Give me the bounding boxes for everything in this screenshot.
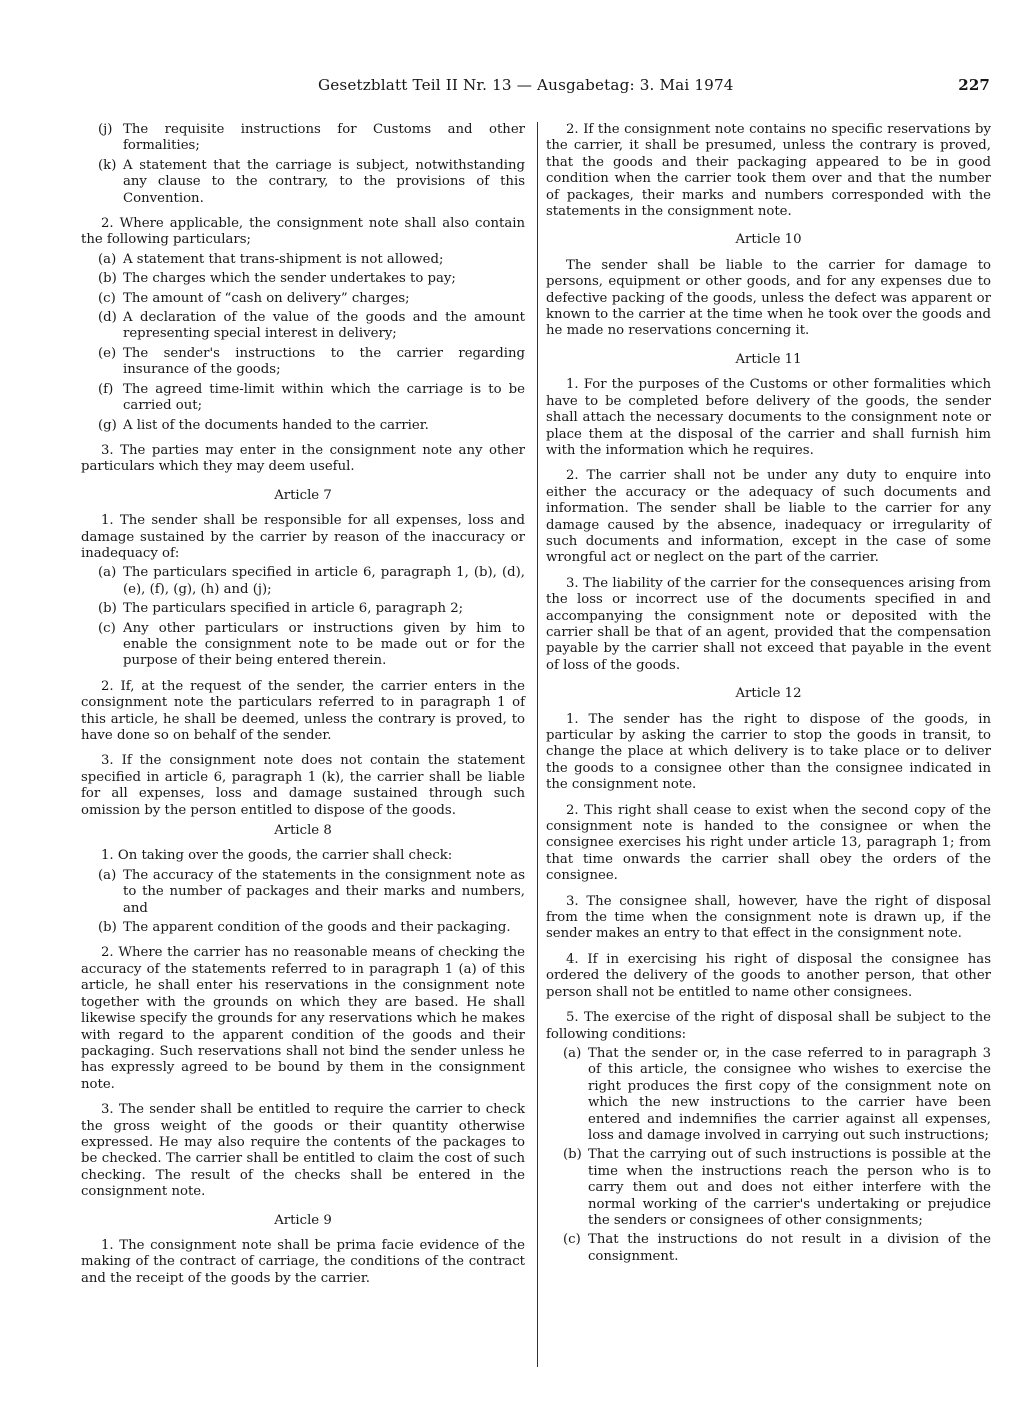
paragraph: 3. The sender shall be entitled to require the carrier to check the gross weight of the goods or their quantity otherwise expressed. He may also require the contents of the packages to be checked. The carrier shall be entitled to claim the cost of such checking. The result of the checks shall be entered in the consignment note. xyxy=(81,1102,525,1200)
list-item xyxy=(81,346,525,379)
item-text: The apparent condition of the goods and their packaging. xyxy=(123,920,511,936)
list-item xyxy=(81,271,525,287)
list-item xyxy=(81,382,525,415)
item-label: (e) xyxy=(98,345,117,361)
list-item xyxy=(81,920,525,936)
article-heading: Article 12 xyxy=(735,686,802,702)
list-item xyxy=(546,1046,991,1144)
item-label: (a) xyxy=(98,867,117,883)
left-column xyxy=(81,122,525,1287)
paragraph: 1. The consignment note shall be prima facie evidence of the making of the contract of carriage, the conditions of the contract and the receipt of the goods by the carrier. xyxy=(81,1237,525,1286)
paragraph: 2. Where the carrier has no reasonable means of checking the accuracy of the statements referred to in paragraph 1 (a) of this article, he shall enter his reservations in the consignment note together with the grounds on which they are based. He shall likewise specify the grounds for any reservations which he makes with regard to the apparent condition of the goods and their packaging. Such reservations shall not bind the sender unless he has expressly agreed to be bound by them in the consignment note. xyxy=(81,945,525,1092)
item-text: The sender's instructions to the carrier regarding insurance of the goods; xyxy=(123,345,525,378)
column-divider xyxy=(537,122,538,1367)
item-text: The requisite instructions for Customs and other formalities; xyxy=(123,122,525,154)
paragraph: 1. The sender has the right to dispose of the goods, in particular by asking the carrier to stop the goods in transit, to change the place at which delivery is to take place or to deliver the goods to a consignee other than the consignee indicated in the consignment note. xyxy=(546,711,991,793)
paragraph: 3. The consignee shall, however, have the right of disposal from the time when the consignment note is drawn up, if the sender makes an entry to that effect in the consignment note. xyxy=(546,893,991,942)
item-text: That the sender or, in the case referred to in paragraph 3 of this article, the consignee who wishes to exercise the right produces the first copy of the consignment note on which the new instructions to the carrier have been entered and indemnifies the carrier against all expenses, loss and damage involved in carrying out such instructions; xyxy=(588,1045,991,1143)
list-item xyxy=(81,601,525,617)
list-item xyxy=(546,1232,991,1265)
item-text: A statement that trans-shipment is not allowed; xyxy=(123,251,444,267)
item-label: (k) xyxy=(98,157,117,173)
paragraph: 2. If, at the request of the sender, the carrier enters in the consignment note the particulars referred to in paragraph 1 of this article, he shall be deemed, unless the contrary is proved, to have done so on behalf of the sender. xyxy=(81,678,525,743)
item-label: (a) xyxy=(563,1045,582,1061)
article-heading: Article 10 xyxy=(735,232,802,248)
page-number: 227 xyxy=(958,76,990,94)
item-label: (a) xyxy=(98,565,117,581)
item-text: That the instructions do not result in a division of the consignment. xyxy=(588,1232,991,1264)
item-label: (c) xyxy=(563,1232,581,1248)
list-item xyxy=(81,310,525,343)
paragraph: 3. The parties may enter in the consignment note any other particulars which they may deem useful. xyxy=(81,442,525,475)
paragraph: 1. The sender shall be responsible for all expenses, loss and damage sustained by the carrier by reason of the inaccuracy or inadequacy of: xyxy=(81,513,525,561)
item-label: (b) xyxy=(563,1147,582,1163)
item-label: (b) xyxy=(98,920,117,936)
item-label: (g) xyxy=(98,417,117,433)
paragraph: 2. This right shall cease to exist when the second copy of the consignment note is handed to the consignee or when the consignee exercises his right under article 13, paragraph 1; from that time onwards the carrier shall obey the orders of the consignee. xyxy=(546,802,991,884)
item-label: (c) xyxy=(98,290,116,306)
item-text: Any other particulars or instructions given by him to enable the consignment note to be made out or for the purpose of their being entered therein. xyxy=(123,620,525,669)
article-heading: Article 7 xyxy=(274,487,332,503)
list-item xyxy=(81,621,525,670)
item-text: A statement that the carriage is subject, notwithstanding any clause to the contrary, to the provisions of this Convention. xyxy=(123,157,525,206)
item-text: The accuracy of the statements in the consignment note as to the number of packages and their marks and numbers, and xyxy=(123,867,525,916)
item-label: (a) xyxy=(98,251,117,267)
item-text: A declaration of the value of the goods and the amount representing special interest in delivery; xyxy=(123,310,525,342)
item-text: A list of the documents handed to the carrier. xyxy=(123,417,429,433)
item-text: That the carrying out of such instructions is possible at the time when the instructions reach the person who is to carry them out and does not either interfere with the normal working of the carrier's undertaking or prejudice the senders or consignees of other consignments; xyxy=(588,1147,991,1228)
paragraph: 3. If the consignment note does not contain the statement specified in article 6, paragraph 1 (k), the carrier shall be liable for all expenses, loss and damage sustained through such omission by the person entitled to dispose of the goods. xyxy=(81,753,525,818)
paragraph: The sender shall be liable to the carrier for damage to persons, equipment or other goods, and for any expenses due to defective packing of the goods, unless the defect was apparent or known to the carrier at the time when he took over the goods and he made no reservations concerning it. xyxy=(546,257,991,339)
paragraph: 1. For the purposes of the Customs or other formalities which have to be completed before delivery of the goods, the sender shall attach the necessary documents to the consignment note or place them at the disposal of the carrier and shall furnish him with the information which he requires. xyxy=(546,377,991,458)
list-item xyxy=(546,1147,991,1229)
item-text: The agreed time-limit within which the carriage is to be carried out; xyxy=(123,381,525,414)
item-text: The particulars specified in article 6, paragraph 2; xyxy=(123,601,464,617)
list-item xyxy=(81,868,525,917)
item-text: The amount of “cash on delivery” charges; xyxy=(123,290,410,306)
right-column xyxy=(546,122,991,1265)
paragraph: 3. The liability of the carrier for the consequences arising from the loss or incorrect use of the documents specified in and accompanying the consignment note or deposited with the carrier shall be that of an agent, provided that the compensation payable by the carrier shall not exceed that payable in the event of loss of the goods. xyxy=(546,575,991,673)
item-label: (f) xyxy=(98,381,114,397)
paragraph: 5. The exercise of the right of disposal shall be subject to the following conditions: xyxy=(546,1010,991,1042)
list-item xyxy=(81,122,525,155)
item-label: (c) xyxy=(98,620,116,636)
paragraph: 4. If in exercising his right of disposal the consignee has ordered the delivery of the goods to another person, that other person shall not be entitled to name other consignees. xyxy=(546,951,991,1000)
paragraph: 1. On taking over the goods, the carrier shall check: xyxy=(101,848,453,864)
paragraph: 2. The carrier shall not be under any duty to enquire into either the accuracy or the adequacy of such documents and information. The sender shall be liable to the carrier for any damage caused by the absence, inadequacy or irregularity of such documents and information, except in the case of some wrongful act or neglect on the part of the carrier. xyxy=(546,468,991,566)
list-item xyxy=(81,291,525,307)
article-heading: Article 9 xyxy=(274,1212,332,1228)
item-label: (b) xyxy=(98,271,117,287)
article-heading: Article 8 xyxy=(274,823,332,839)
item-label: (j) xyxy=(98,122,113,137)
list-item xyxy=(81,418,525,434)
paragraph: 2. Where applicable, the consignment note shall also contain the following particulars; xyxy=(81,216,525,248)
article-heading: Article 11 xyxy=(735,351,802,367)
item-text: The charges which the sender undertakes to pay; xyxy=(123,271,456,287)
paragraph: 2. If the consignment note contains no specific reservations by the carrier, it shall be presumed, unless the contrary is proved, that the goods and their packaging appeared to be in good condition when the carrier took them over and that the number of packages, their marks and numbers corresponded with the statements in the consignment note. xyxy=(546,122,991,220)
item-text: The particulars specified in article 6, paragraph 1, (b), (d), (e), (f), (g), (h) and (j); xyxy=(123,565,525,597)
list-item xyxy=(81,252,525,268)
item-label: (d) xyxy=(98,310,117,326)
list-item xyxy=(81,158,525,207)
item-label: (b) xyxy=(98,601,117,617)
header-title: Gesetzblatt Teil II Nr. 13 — Ausgabetag: 3. Mai 1974 xyxy=(318,76,734,94)
list-item xyxy=(81,565,525,598)
